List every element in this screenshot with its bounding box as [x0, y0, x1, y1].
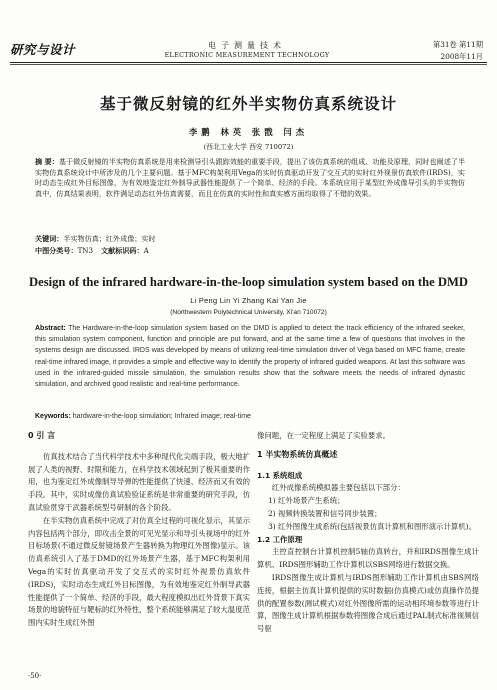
- body-column-left: [28, 430, 250, 630]
- body-paragraph: IRDS图像生成计算机与IRDS图形辅助工作计算机由SBS网络连接，根据主仿真计算机提供的实时数据(仿真模式)或仿真操作员提供的配置参数(测试模式)对红外图像所需的运动相环境参数等进行计算，图像生成计算机根据参数将图像合成后通过PAL制式标准视频信号驱: [257, 572, 479, 634]
- journal-name-en: ELECTRONIC MEASUREMENT TECHNOLOGY: [164, 51, 330, 59]
- paper-title-en: Design of the infrared hardware-in-the-loop simulation system based on the DMD: [29, 275, 468, 289]
- page-number: ·50·: [28, 672, 42, 680]
- issue-info: [383, 39, 483, 63]
- body-paragraph: 仿真技术结合了当代科学技术中多种现代化尖端手段，极大地扩展了人类的视野、时限和能力，在科学技术领域起到了极其重要的作用，也为鉴定红外成像制导导弹的性能提供了快速、经济而又有效的手段。其中，实时成像仿真试验验证系统是非常重要的研究手段，仿真试验贯穿于武器系统型号研制的各个阶段。: [28, 451, 250, 512]
- paper-title-cn: 基于微反射镜的红外半实物仿真系统设计: [99, 95, 397, 113]
- abstract-cn: [35, 157, 465, 199]
- keywords-en: [35, 413, 465, 420]
- abstract-en-text: The Hardware-in-the-loop simulation system based on the DMD is applied to detect the track efficiency of the infrared seeker, this simulation system component, function and principle are put forward, and at the same time a few of questions that involves in the systems design are discussed. IRDS was developed by means of utilizing real-time simulation driver of Vega based on MFC frame, create real-time infrared image, it provides a simple and effective way to identify the property of infrared guided weapons. At last this software was used in the infrared-guided missile simulation, the simulation results show that the software meets the needs of infrared dynastic simulation, and archived good realistic and real-time performance.: [35, 325, 465, 389]
- affiliation-cn: (西北工业大学 西安 710072): [203, 143, 294, 151]
- list-item: 1) 红外场景产生系统；: [268, 496, 345, 506]
- abstract-cn-label: 摘 要：: [35, 157, 59, 166]
- journal-name-cn: 电子测量技术: [208, 41, 286, 50]
- keywords-en-text: hardware-in-the-loop simulation; Infrared image; real-time: [72, 413, 251, 420]
- list-item: 3) 红外图像生成系统(包括视景仿真计算机和图形演示计算机)。: [268, 521, 476, 531]
- body-paragraph: 红外成像系统模拟器主要包括以下部分：: [271, 483, 405, 493]
- keywords-en-label: Keywords:: [35, 413, 71, 420]
- issue-date: 2008年11月: [440, 52, 483, 61]
- keywords-cn: [35, 234, 465, 244]
- doc-code-label: 文献标识码：: [101, 246, 144, 255]
- volume-issue: 第31卷 第11期: [432, 40, 483, 49]
- keywords-cn-text: 半实物仿真；红外成像；实时: [63, 234, 156, 243]
- clc-label: 中图分类号：: [35, 246, 78, 255]
- classification-cn: [35, 246, 465, 256]
- section-logo: 研究与设计: [10, 42, 76, 57]
- clc-value: TN3: [77, 246, 94, 255]
- abstract-cn-text: 基于微反射镜的半实物仿真系统是用来检测导引头跟踪效能的重要手段，提出了该仿真系统的组成、功能及原理，同时也阐述了半实物仿真系统设计中所涉及的几个主要问题。基于MFC构架利用Vega的实时仿真驱动开发了交互式的实时红外视景仿真软件(IRDS)，实时动态生成红外目标图像，为有效地鉴定红外制导武器性能提供了一个简单、经济的手段。本系统应用于某型红外成像导引头的半实物仿真中，仿真结果表明，软件满足动态红外仿真需要，而且在仿真的实时性和真实感方面均取得了不错的效果。: [35, 157, 465, 198]
- subsection-heading-principle: 1.2 工作原理: [257, 534, 303, 544]
- list-item: 2) 视频转换装置和信号同步装置；: [268, 508, 382, 518]
- abstract-en-label: Abstract:: [35, 325, 66, 332]
- affiliation-en: (Northwestern Polytechnical University, Xi'an 710072): [170, 309, 327, 316]
- subsection-heading-composition: 1.1 系统组成: [257, 470, 303, 480]
- authors-cn: 李鹏 林英 张戬 闫杰: [188, 127, 309, 137]
- abstract-en: [35, 323, 465, 390]
- keywords-cn-label: 关键词：: [35, 234, 64, 243]
- section-heading-intro: 0 引 言: [28, 431, 56, 440]
- authors-en: Li Peng Lin Yi Zhang Kai Yan Jie: [190, 296, 307, 305]
- section-heading-overview: 1 半实物系统仿真概述: [257, 449, 338, 459]
- body-column-right: [257, 430, 479, 636]
- doc-code-value: A: [143, 246, 149, 255]
- body-paragraph-continued: 像问题，在一定程度上满足了实验要求。: [257, 431, 391, 440]
- body-paragraph: 在半实物仿真系统中完成了对仿真全过程的可视化显示，其显示内容包括两个部分，即攻击全景的可见光显示和导引头视场中的红外目标场景(不通过微反射镜场景产生器转换为物理红外图像)显示。该仿真系统引入了基于DMD的红外场景产生器，基于MFC构架利用Vega的实时仿真驱动开发了交互式的实时红外视景仿真软件(IRDS)，实时动态生成红外目标图像，为有效地鉴定红外制导武器性能提供了一个简单、经济的手段，最大程度模拟出红外背景下真实场景的地貌特征与靶标的红外特性，整个系统能够满足了较大温度范围内实时生成红外图: [28, 515, 250, 628]
- page-header: [0, 0, 497, 64]
- body-paragraph: 主控直控制台计算机控制5轴仿真转台，并和IRDS图像生成计算机、IRDS图形辅助工作计算机以SBS网络进行数据交换。: [257, 547, 479, 570]
- header-rule: [10, 62, 487, 65]
